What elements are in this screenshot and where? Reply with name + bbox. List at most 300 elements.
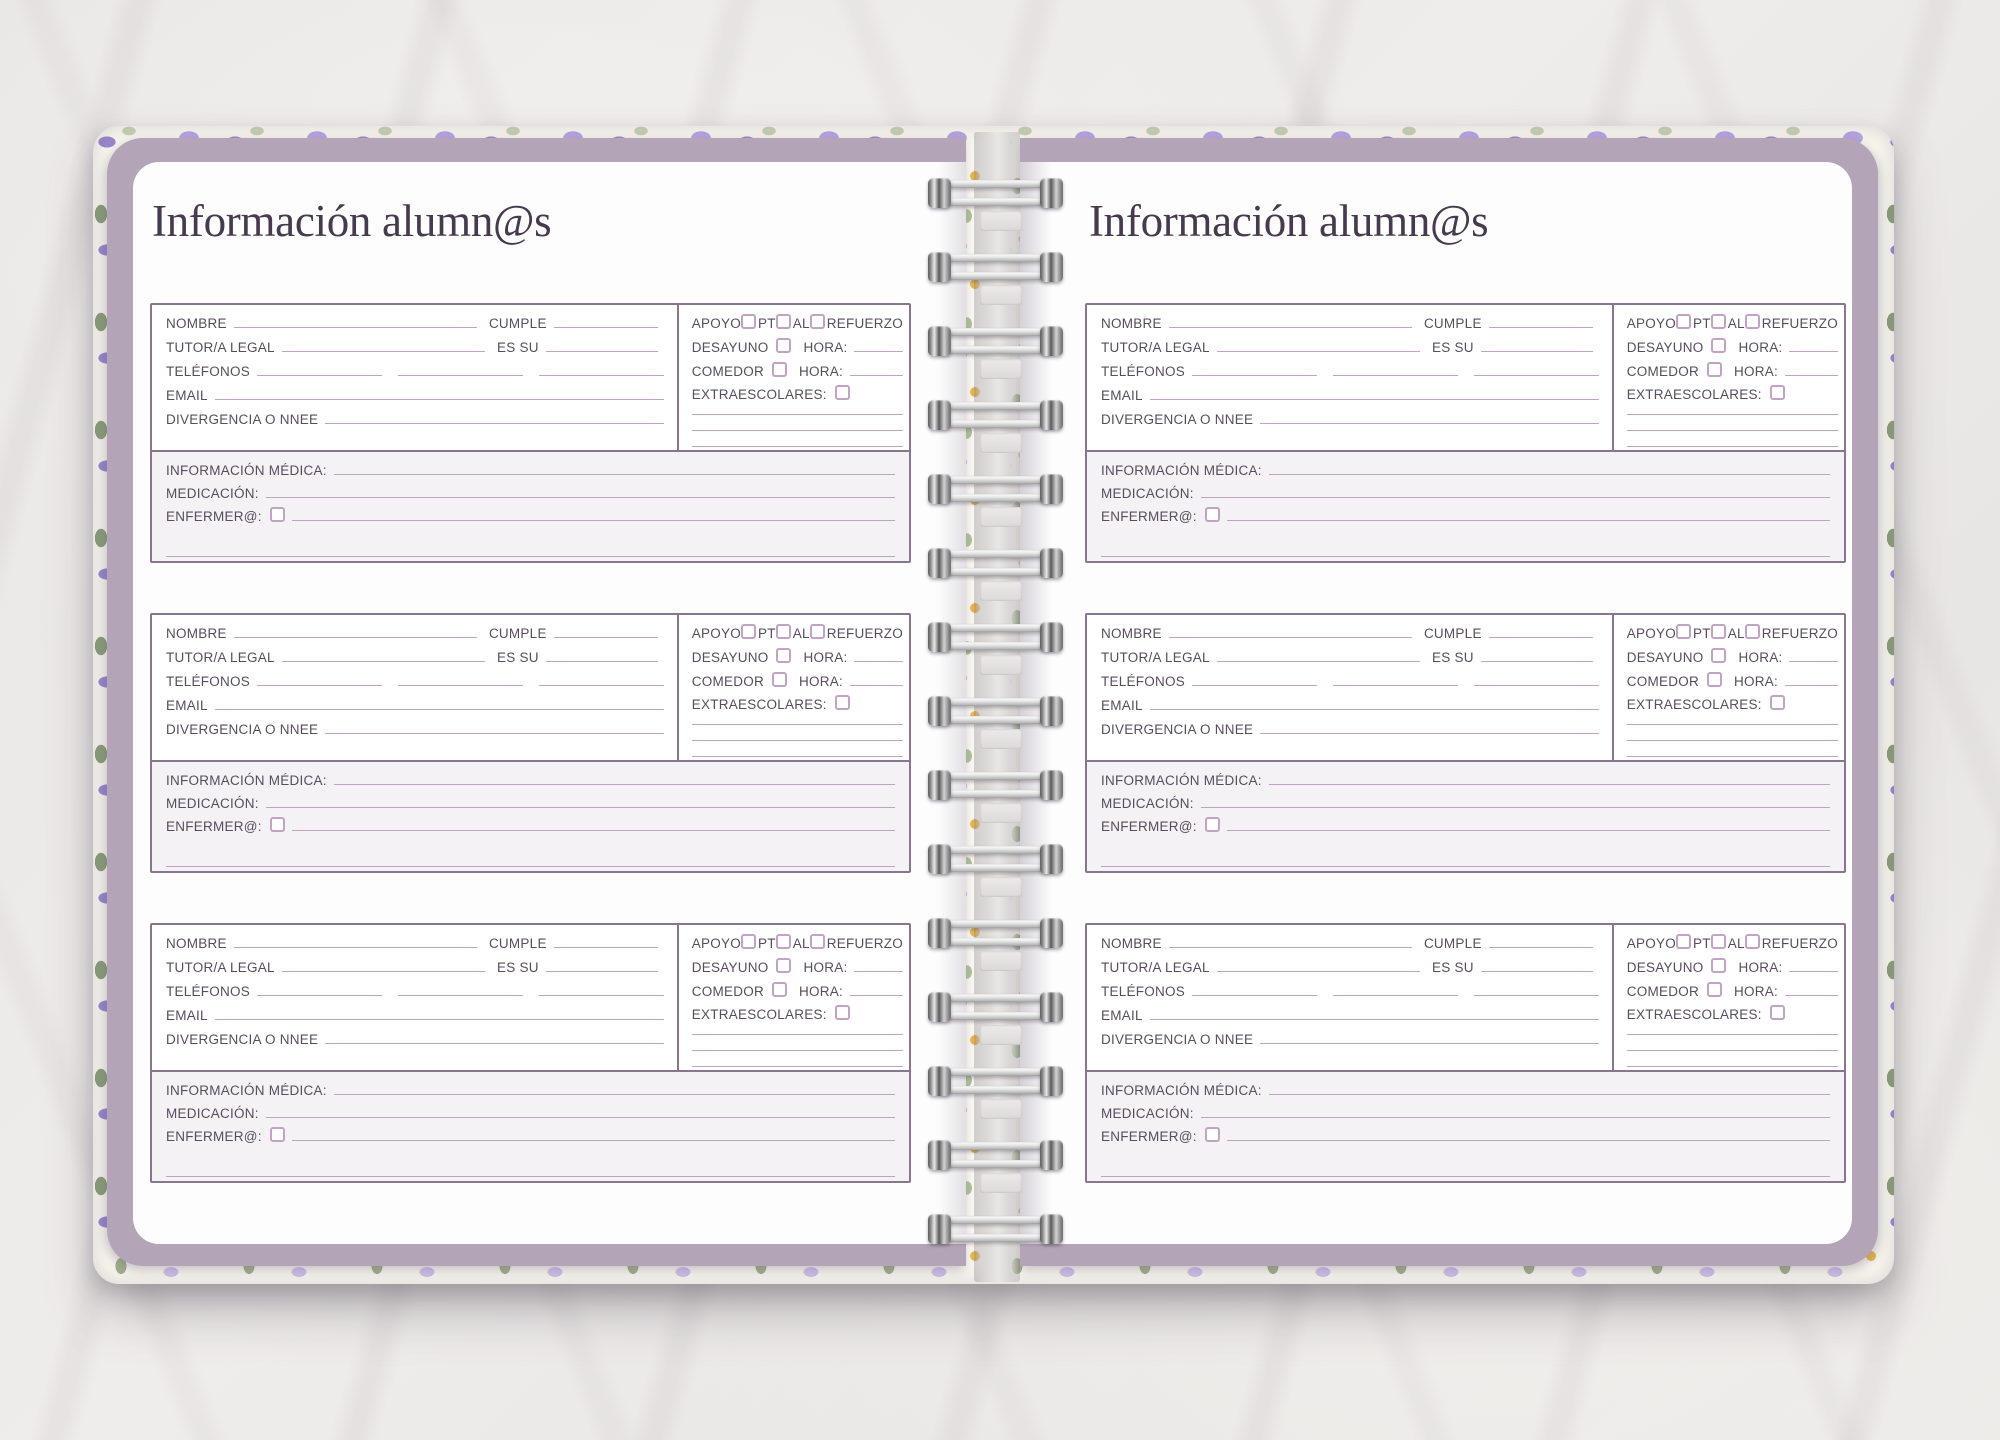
pt-checkbox [741, 624, 756, 639]
cumple-label: CUMPLE [488, 625, 547, 641]
telefono-field-line-1 [1192, 685, 1317, 686]
divergencia-row [166, 714, 664, 738]
desayuno-label: DESAYUNO [1626, 339, 1704, 355]
medical-extra-line-row [1101, 1154, 1830, 1181]
extra-field-line-2 [692, 430, 903, 431]
student-identity-section [1087, 305, 1612, 450]
desayuno-hora-field-line [854, 351, 903, 352]
apoyo-refuerzo-group [1745, 934, 1838, 952]
enfermero-label: ENFERMER@: [1101, 818, 1197, 834]
extra-field-line-3 [1627, 446, 1838, 447]
medical-extra-line-row [166, 1154, 895, 1181]
al-checkbox [1711, 624, 1726, 639]
extra-field-line-3 [692, 446, 903, 447]
telefono-field-line-2 [398, 375, 523, 376]
medical-extra-field-line [166, 866, 895, 867]
extra-field-line-2 [1627, 740, 1838, 741]
medical-extra-line-row [166, 534, 895, 561]
divergencia-label: DIVERGENCIA O NNEE [166, 411, 319, 427]
divergencia-row [166, 404, 664, 428]
al-label: AL [1727, 625, 1745, 641]
comedor-checkbox [772, 362, 787, 377]
cumple-label: CUMPLE [1423, 315, 1482, 331]
page-right-paper [1020, 162, 1852, 1244]
enfermero-row [1101, 812, 1830, 835]
enfermero-field-line [292, 830, 895, 831]
refuerzo-label: REFUERZO [1761, 935, 1838, 951]
desayuno-hora-field-line [1789, 971, 1838, 972]
apoyo-refuerzo-group [1745, 314, 1838, 332]
medicacion-row [1101, 479, 1830, 502]
apoyo-row [692, 928, 903, 952]
apoyo-row [1627, 928, 1838, 952]
desayuno-checkbox [776, 338, 791, 353]
informacion-medica-field-line [1269, 1094, 1830, 1095]
telefono-field-line-2 [1333, 995, 1458, 996]
es-su-field-line [1481, 351, 1593, 352]
medicacion-row [166, 1099, 895, 1122]
medicacion-label: MEDICACIÓN: [166, 795, 259, 811]
extraescolares-checkbox [1770, 385, 1785, 400]
tutor-field-line [1217, 971, 1420, 972]
email-label: EMAIL [1101, 1007, 1143, 1023]
extraescolares-extra-line-row [1627, 1023, 1838, 1039]
extra-field-line-3 [1627, 756, 1838, 757]
refuerzo-checkbox [810, 314, 825, 329]
extra-field-line-1 [1627, 414, 1838, 415]
medicacion-label: MEDICACIÓN: [1101, 1105, 1194, 1121]
tutor-row [166, 332, 664, 356]
medicacion-label: MEDICACIÓN: [1101, 795, 1194, 811]
extraescolares-row [692, 380, 903, 403]
student-block-top [152, 305, 909, 450]
es-su-field-line [546, 351, 658, 352]
tutor-field-line [1217, 351, 1420, 352]
tutor-row [166, 642, 664, 666]
refuerzo-label: REFUERZO [1761, 315, 1838, 331]
student-services-section [677, 305, 909, 450]
email-label: EMAIL [1101, 697, 1143, 713]
pt-label: PT [757, 315, 776, 331]
extraescolares-label: EXTRAESCOLARES: [1626, 386, 1762, 402]
nombre-label: NOMBRE [166, 625, 227, 641]
extraescolares-extra-line-row [1627, 435, 1838, 451]
comedor-hora-field-line [1785, 375, 1838, 376]
refuerzo-checkbox [1745, 934, 1760, 949]
enfermero-field-line [1227, 520, 1830, 521]
medicacion-field-line [266, 1117, 895, 1118]
apoyo-al-group [1711, 314, 1745, 332]
nombre-field-line [1169, 327, 1412, 328]
comedor-label: COMEDOR [1626, 983, 1699, 999]
informacion-medica-field-line [334, 1094, 895, 1095]
medical-section [1087, 760, 1844, 871]
email-field-line [215, 709, 664, 710]
email-field-line [215, 1019, 664, 1020]
cumple-field-line [1489, 947, 1593, 948]
informacion-medica-label: INFORMACIÓN MÉDICA: [166, 772, 327, 788]
email-label: EMAIL [166, 697, 208, 713]
email-row [166, 380, 664, 404]
nombre-row [1101, 308, 1599, 332]
medical-extra-field-line [166, 1176, 895, 1177]
apoyo-label: APOYO [1626, 315, 1676, 331]
page-left-paper [133, 162, 966, 1244]
pt-checkbox [1676, 624, 1691, 639]
apoyo-al-group [1711, 624, 1745, 642]
nombre-row [1101, 928, 1599, 952]
es-su-label: ES SU [496, 339, 539, 355]
desayuno-hora-label: HORA: [1738, 959, 1783, 975]
nombre-label: NOMBRE [1101, 935, 1162, 951]
email-label: EMAIL [1101, 387, 1143, 403]
informacion-medica-field-line [334, 474, 895, 475]
nombre-row [166, 308, 664, 332]
extraescolares-extra-line-row [1627, 419, 1838, 435]
apoyo-al-group [776, 624, 810, 642]
medicacion-label: MEDICACIÓN: [1101, 485, 1194, 501]
desayuno-row [1627, 952, 1838, 976]
comedor-row [692, 976, 903, 1000]
student-identity-section [1087, 615, 1612, 760]
extra-field-line-2 [692, 1050, 903, 1051]
desayuno-row [1627, 332, 1838, 356]
telefono-field-line-2 [1333, 685, 1458, 686]
extraescolares-extra-line-row [692, 729, 903, 745]
apoyo-refuerzo-group [1745, 624, 1838, 642]
es-su-label: ES SU [496, 959, 539, 975]
telefonos-row [1101, 666, 1599, 690]
cumple-field-line [1489, 637, 1593, 638]
student-info-block [1085, 923, 1846, 1183]
comedor-checkbox [1707, 362, 1722, 377]
apoyo-label: APOYO [1626, 625, 1676, 641]
apoyo-refuerzo-group [810, 934, 903, 952]
al-checkbox [776, 314, 791, 329]
medicacion-field-line [266, 497, 895, 498]
divergencia-label: DIVERGENCIA O NNEE [1101, 411, 1254, 427]
al-label: AL [792, 315, 810, 331]
telefono-field-line-1 [257, 375, 382, 376]
refuerzo-checkbox [1745, 314, 1760, 329]
desayuno-checkbox [1711, 338, 1726, 353]
al-checkbox [776, 934, 791, 949]
desayuno-checkbox [776, 958, 791, 973]
extra-field-line-3 [1627, 1066, 1838, 1067]
telefonos-row [166, 976, 664, 1000]
es-su-label: ES SU [1431, 339, 1474, 355]
student-identity-section [152, 305, 677, 450]
desayuno-hora-label: HORA: [1738, 339, 1783, 355]
extra-field-line-2 [692, 740, 903, 741]
enfermero-label: ENFERMER@: [1101, 1128, 1197, 1144]
es-su-field-line [546, 971, 658, 972]
extraescolares-extra-line-row [692, 1055, 903, 1071]
desayuno-row [692, 332, 903, 356]
pt-label: PT [1692, 315, 1711, 331]
comedor-hora-label: HORA: [1733, 673, 1778, 689]
enfermero-row [166, 1122, 895, 1145]
desayuno-hora-field-line [1789, 661, 1838, 662]
extraescolares-checkbox [1770, 695, 1785, 710]
refuerzo-label: REFUERZO [826, 625, 903, 641]
extraescolares-label: EXTRAESCOLARES: [1626, 696, 1762, 712]
email-row [1101, 690, 1599, 714]
apoyo-row [692, 308, 903, 332]
tutor-row [166, 952, 664, 976]
extraescolares-extra-line-row [692, 403, 903, 419]
telefono-field-line-2 [1333, 375, 1458, 376]
extra-field-line-1 [1627, 1034, 1838, 1035]
comedor-hora-field-line [1785, 685, 1838, 686]
es-su-label: ES SU [496, 649, 539, 665]
medical-section [152, 1070, 909, 1181]
apoyo-row [692, 618, 903, 642]
email-row [1101, 1000, 1599, 1024]
pt-label: PT [1692, 935, 1711, 951]
desayuno-row [1627, 642, 1838, 666]
telefono-field-line-1 [257, 995, 382, 996]
enfermero-checkbox [1205, 1127, 1220, 1142]
al-checkbox [1711, 314, 1726, 329]
desayuno-checkbox [1711, 958, 1726, 973]
nombre-row [1101, 618, 1599, 642]
divergencia-label: DIVERGENCIA O NNEE [1101, 721, 1254, 737]
email-field-line [1150, 709, 1599, 710]
es-su-field-line [546, 661, 658, 662]
divergencia-field-line [1260, 1043, 1598, 1044]
tutor-legal-label: TUTOR/A LEGAL [166, 649, 275, 665]
enfermero-row [166, 812, 895, 835]
telefonos-label: TELÉFONOS [166, 673, 251, 689]
comedor-hora-label: HORA: [798, 673, 843, 689]
student-block-top [152, 925, 909, 1070]
tutor-field-line [1217, 661, 1420, 662]
medical-section [152, 450, 909, 561]
enfermero-label: ENFERMER@: [166, 508, 262, 524]
medicacion-field-line [1201, 1117, 1830, 1118]
divergencia-field-line [325, 423, 663, 424]
student-blocks-column [150, 303, 911, 1233]
cumple-field-line [554, 637, 658, 638]
informacion-medica-label: INFORMACIÓN MÉDICA: [1101, 462, 1262, 478]
extraescolares-label: EXTRAESCOLARES: [1626, 1006, 1762, 1022]
divergencia-field-line [325, 1043, 663, 1044]
enfermero-row [1101, 502, 1830, 525]
pt-checkbox [1676, 314, 1691, 329]
extraescolares-label: EXTRAESCOLARES: [691, 386, 827, 402]
medicacion-field-line [1201, 807, 1830, 808]
informacion-medica-field-line [1269, 474, 1830, 475]
divergencia-row [1101, 404, 1599, 428]
extra-field-line-3 [692, 756, 903, 757]
tutor-legal-label: TUTOR/A LEGAL [166, 959, 275, 975]
nombre-label: NOMBRE [166, 935, 227, 951]
refuerzo-checkbox [810, 624, 825, 639]
extraescolares-extra-line-row [692, 419, 903, 435]
comedor-hora-label: HORA: [798, 983, 843, 999]
refuerzo-label: REFUERZO [826, 315, 903, 331]
medicacion-row [1101, 1099, 1830, 1122]
telefonos-label: TELÉFONOS [166, 983, 251, 999]
informacion-medica-label: INFORMACIÓN MÉDICA: [166, 1082, 327, 1098]
al-checkbox [776, 624, 791, 639]
refuerzo-label: REFUERZO [1761, 625, 1838, 641]
informacion-medica-row [166, 766, 895, 789]
email-row [166, 690, 664, 714]
apoyo-label: APOYO [1626, 935, 1676, 951]
informacion-medica-label: INFORMACIÓN MÉDICA: [166, 462, 327, 478]
nombre-field-line [1169, 637, 1412, 638]
enfermero-checkbox [1205, 817, 1220, 832]
telefono-field-line-3 [539, 375, 664, 376]
refuerzo-checkbox [810, 934, 825, 949]
desayuno-checkbox [776, 648, 791, 663]
comedor-hora-field-line [850, 375, 903, 376]
extraescolares-extra-line-row [692, 745, 903, 761]
medicacion-row [166, 789, 895, 812]
medical-section [152, 760, 909, 871]
telefono-field-line-2 [398, 685, 523, 686]
pt-label: PT [757, 625, 776, 641]
desayuno-hora-field-line [1789, 351, 1838, 352]
comedor-row [1627, 356, 1838, 380]
cumple-field-line [554, 327, 658, 328]
comedor-label: COMEDOR [691, 363, 764, 379]
comedor-row [692, 356, 903, 380]
enfermero-label: ENFERMER@: [166, 818, 262, 834]
extra-field-line-2 [1627, 430, 1838, 431]
telefonos-label: TELÉFONOS [1101, 363, 1186, 379]
email-field-line [215, 399, 664, 400]
comedor-hora-field-line [850, 995, 903, 996]
nombre-field-line [234, 327, 477, 328]
nombre-row [166, 928, 664, 952]
informacion-medica-label: INFORMACIÓN MÉDICA: [1101, 772, 1262, 788]
medicacion-row [166, 479, 895, 502]
tutor-legal-label: TUTOR/A LEGAL [1101, 959, 1210, 975]
medicacion-field-line [1201, 497, 1830, 498]
enfermero-label: ENFERMER@: [1101, 508, 1197, 524]
divergencia-label: DIVERGENCIA O NNEE [166, 721, 319, 737]
divergencia-label: DIVERGENCIA O NNEE [166, 1031, 319, 1047]
page-left [107, 138, 966, 1266]
tutor-legal-label: TUTOR/A LEGAL [1101, 649, 1210, 665]
student-services-section [1612, 615, 1844, 760]
desayuno-hora-label: HORA: [803, 959, 848, 975]
enfermero-checkbox [1205, 507, 1220, 522]
email-label: EMAIL [166, 387, 208, 403]
enfermero-checkbox [270, 507, 285, 522]
nombre-field-line [1169, 947, 1412, 948]
telefonos-row [166, 356, 664, 380]
medicacion-label: MEDICACIÓN: [166, 1105, 259, 1121]
medical-extra-line-row [1101, 844, 1830, 871]
student-info-block [150, 303, 911, 563]
desayuno-hora-field-line [854, 661, 903, 662]
telefono-field-line-1 [1192, 995, 1317, 996]
enfermero-checkbox [270, 1127, 285, 1142]
extraescolares-checkbox [1770, 1005, 1785, 1020]
divergencia-row [166, 1024, 664, 1048]
comedor-checkbox [772, 672, 787, 687]
medicacion-row [1101, 789, 1830, 812]
comedor-checkbox [1707, 982, 1722, 997]
cumple-label: CUMPLE [1423, 935, 1482, 951]
divergencia-field-line [325, 733, 663, 734]
student-services-section [677, 615, 909, 760]
telefono-field-line-3 [1474, 375, 1599, 376]
medical-extra-field-line [1101, 866, 1830, 867]
comedor-hora-field-line [1785, 995, 1838, 996]
desayuno-checkbox [1711, 648, 1726, 663]
medical-extra-line-row [166, 844, 895, 871]
apoyo-label: APOYO [691, 315, 741, 331]
telefono-field-line-3 [539, 995, 664, 996]
extraescolares-extra-line-row [1627, 1039, 1838, 1055]
comedor-label: COMEDOR [1626, 673, 1699, 689]
divergencia-field-line [1260, 423, 1598, 424]
al-label: AL [1727, 935, 1745, 951]
extraescolares-extra-line-row [692, 713, 903, 729]
medical-extra-field-line [166, 556, 895, 557]
telefono-field-line-3 [1474, 995, 1599, 996]
enfermero-field-line [292, 1140, 895, 1141]
comedor-label: COMEDOR [1626, 363, 1699, 379]
telefono-field-line-2 [398, 995, 523, 996]
tutor-field-line [282, 661, 485, 662]
informacion-medica-field-line [1269, 784, 1830, 785]
extraescolares-checkbox [835, 695, 850, 710]
student-block-top [152, 615, 909, 760]
divergencia-label: DIVERGENCIA O NNEE [1101, 1031, 1254, 1047]
tutor-legal-label: TUTOR/A LEGAL [166, 339, 275, 355]
pt-label: PT [1692, 625, 1711, 641]
comedor-label: COMEDOR [691, 983, 764, 999]
student-block-top [1087, 615, 1844, 760]
informacion-medica-field-line [334, 784, 895, 785]
nombre-field-line [234, 637, 477, 638]
extra-field-line-1 [692, 724, 903, 725]
comedor-hora-label: HORA: [1733, 983, 1778, 999]
informacion-medica-row [1101, 766, 1830, 789]
desayuno-hora-label: HORA: [803, 649, 848, 665]
nombre-field-line [234, 947, 477, 948]
desayuno-row [692, 952, 903, 976]
student-info-block [1085, 613, 1846, 873]
apoyo-row [1627, 308, 1838, 332]
telefonos-label: TELÉFONOS [1101, 673, 1186, 689]
medical-extra-field-line [1101, 1176, 1830, 1177]
comedor-hora-label: HORA: [798, 363, 843, 379]
page-title: Información alumn@s [152, 196, 552, 246]
al-checkbox [1711, 934, 1726, 949]
medical-extra-line-row [1101, 534, 1830, 561]
refuerzo-checkbox [1745, 624, 1760, 639]
nombre-label: NOMBRE [1101, 625, 1162, 641]
medical-section [1087, 1070, 1844, 1181]
apoyo-refuerzo-group [810, 314, 903, 332]
comedor-hora-label: HORA: [1733, 363, 1778, 379]
apoyo-pt-group [1676, 314, 1711, 332]
pt-label: PT [757, 935, 776, 951]
divergencia-row [1101, 714, 1599, 738]
pt-checkbox [741, 314, 756, 329]
pt-checkbox [1676, 934, 1691, 949]
informacion-medica-row [1101, 1076, 1830, 1099]
cumple-label: CUMPLE [1423, 625, 1482, 641]
telefonos-row [1101, 976, 1599, 1000]
